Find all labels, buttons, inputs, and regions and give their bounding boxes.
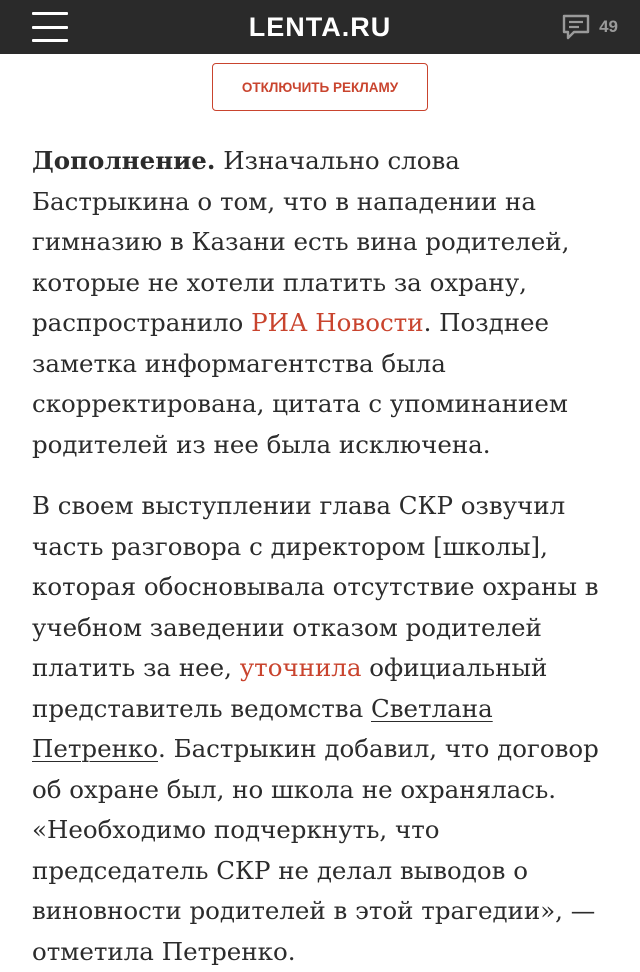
- disable-ads-button[interactable]: ОТКЛЮЧИТЬ РЕКЛАМУ: [212, 63, 428, 111]
- svetlana-petrenko-link[interactable]: Светлана Петренко: [32, 693, 493, 763]
- paragraph-text: . Бастрыкин добавил, что договор об охране был, но школа не охранялась. «Необходимо подчеркнуть, что председатель СКР не делал выводов о виновности родителей в этой трагедии», — отметила Петренко.: [32, 734, 599, 966]
- article-paragraph-addendum: [32, 141, 610, 465]
- site-logo[interactable]: LENTA.RU: [248, 11, 392, 42]
- paragraph-text: официальный представитель ведомства: [32, 653, 548, 723]
- clarified-link[interactable]: уточнила: [239, 653, 362, 682]
- ad-container: [0, 54, 640, 111]
- speech-bubble-icon: [561, 13, 591, 41]
- ria-novosti-link[interactable]: РИА Новости: [251, 308, 424, 337]
- top-navigation-bar: [0, 0, 640, 54]
- comments-count: 49: [599, 17, 618, 36]
- paragraph-text: В своем выступлении глава СКР озвучил часть разговора с директором [школы], которая обосновывала отсутствие охраны в учебном заведении отказом родителей платить за нее,: [32, 491, 599, 682]
- article-body: [0, 141, 640, 972]
- comments-button[interactable]: [561, 0, 618, 54]
- article-paragraph-quote: [32, 486, 610, 972]
- paragraph-text: . Позднее заметка информагентства была скорректирована, цитата с упоминанием родителей из нее была исключена.: [32, 308, 568, 459]
- addendum-label: Дополнение.: [32, 146, 216, 175]
- paragraph-text: Изначально слова Бастрыкина о том, что в нападении на гимназию в Казани есть вина родителей, которые не хотели платить за охрану, распространило: [32, 146, 570, 337]
